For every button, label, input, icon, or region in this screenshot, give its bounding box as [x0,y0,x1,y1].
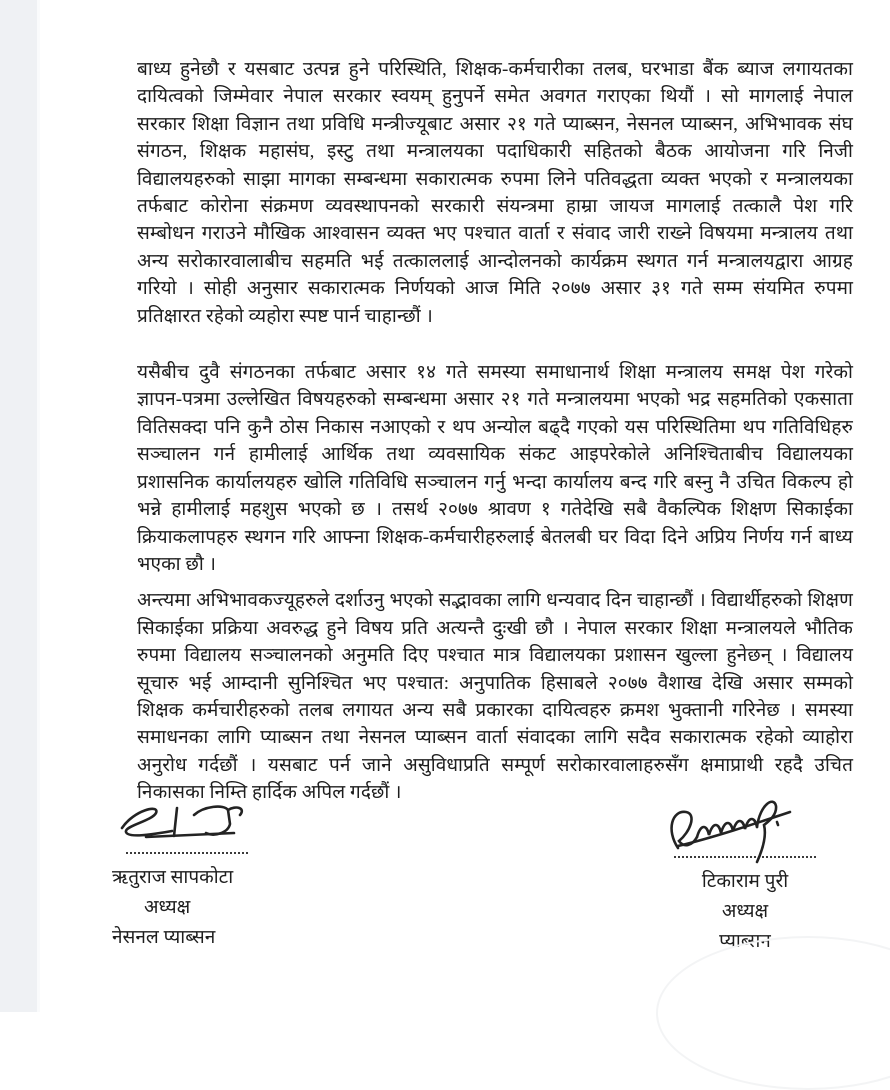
text-line: गरियो । सोही अनुसार सकारात्मक निर्णयको आज मिति २०७७ असार ३१ गते सम्म संयमित रुपमा [137,278,853,300]
text-line: सम्बोधन गराउने मौखिक आश्वासन व्यक्त भए पश्चात वार्ता र संवाद जारी राख्ने विषयमा मन्त्रालय तथा [137,223,853,245]
text-line: निकासका निम्ति हार्दिक अपिल गर्दछौं । [137,782,402,804]
text-line: सिकाईका प्रक्रिया अवरुद्ध हुने विषय प्रति अत्यन्तै दुःखी छौ । नेपाल सरकार शिक्षा मन्त्रालयले भौतिक [137,617,853,639]
text-line: भएका छौ । [137,553,217,575]
handwritten-signature-left [112,800,327,852]
text-line: शिक्षक कर्मचारीहरुको तलब लगायत अन्य सबै प्रकारका दायित्वहरु क्रमश भुक्तानी गरिनेछ । समस्या [137,699,853,721]
text-line: भन्ने हामीलाई महशुस भएको छ । तसर्थ २०७७ श्रावण १ गतेदेखि सबै वैकल्पिक शिक्षण सिकाईका [137,499,853,521]
text-line: रुपमा विद्यालय सञ्चालनको अनुमति दिए पश्चात मात्र विद्यालयका प्रशासन खुल्ला हुनेछन् । विद्यालय [137,645,853,667]
letter-body [137,56,853,807]
text-line: प्रतिक्षारत रहेको व्यहोरा स्पष्ट पार्न चाहान्छौं । [137,305,433,327]
signatory-name: टिकाराम पुरी [701,871,789,892]
handwritten-signature-right [650,800,840,856]
text-line: सञ्चालन गर्न हामीलाई आर्थिक तथा व्यवसायिक संकट आइपरेकोले अनिश्चिताबीच विद्यालयका [137,444,853,466]
signature-scribble-icon [664,796,814,866]
signatory-title: अध्यक्ष [144,897,191,918]
text-line: अन्त्यमा अभिभावकज्यूहरुले दर्शाउनु भएको सद्भावका लागि धन्यवाद दिन चाहान्छौं । विद्यार्थीहरुको शिक्षण [137,590,853,612]
text-line: समाधनका लागि प्याब्सन तथा नेसनल प्याब्सन वार्ता संवादका लागि सदैव सकारात्मक रहेको व्याहोरा [137,727,853,749]
signature-block-left [112,800,327,953]
text-line: वितिसक्दा पनि कुनै ठोस निकास नआएको र थप अन्योल बढ्दै गएको यस परिस्थितिमा थप गतिविधिहरु [137,416,853,438]
paragraph-2 [137,359,853,578]
text-line: सरकार शिक्षा विज्ञान तथा प्रविधि मन्त्रीज्यूबाट असार २१ गते प्याब्सन, नेसनल प्याब्सन, अभिभावक संघ [137,113,853,135]
signatory-name: ऋतुराज सापकोटा [112,867,234,888]
signatory-organization: नेसनल प्याब्सन [112,927,216,948]
signature-scribble-icon [116,802,266,854]
signatory-title: अध्यक्ष [721,901,769,922]
signature-block-right [650,800,840,957]
text-line: तर्फबाट कोरोना संक्रमण व्यवस्थापनको सरकारी संयन्त्रमा हाम्रा जायज मागलाई तत्कालै पेश गरि [137,196,853,218]
scan-artifact-arc [656,936,890,1090]
paragraph-3 [137,587,853,806]
text-line: अन्य सरोकारवालाबीच सहमति भई तत्काललाई आन्दोलनको कार्यक्रम स्थगत गर्न मन्त्रालयद्वारा आग्रह [137,250,853,272]
text-line: संगठन, शिक्षक महासंघ, इस्टु तथा मन्त्रालयका पदाधिकारी सहितको बैठक आयोजना गरि निजी [137,141,853,163]
text-line: यसैबीच दुवै संगठनका तर्फबाट असार १४ गते समस्या समाधानार्थ शिक्षा मन्त्रालय समक्ष पेश गरेको [137,362,853,384]
text-line: क्रियाकलापहरु स्थगन गरि आफ्ना शिक्षक-कर्मचारीहरुलाई बेतलबी घर विदा दिने अप्रिय निर्णय गर्न बाध्य [137,526,853,548]
text-line: अनुरोध गर्दछौं । यसबाट पर्न जाने असुविधाप्रति सम्पूर्ण सरोकारवालाहरुसँग क्षमाप्राथी रहदै उचित [137,754,853,776]
text-line: ज्ञापन-पत्रमा उल्लेखित विषयहरुको सम्बन्धमा असार २१ गते मन्त्रालयमा भएको भद्र सहमतिको एकसाता [137,389,853,411]
signatory-organization: प्याब्सन [719,931,771,952]
paragraph-1 [137,56,853,330]
text-line: दायित्वको जिम्मेवार नेपाल सरकार स्वयम् हुनुपर्ने समेत अवगत गराएका थियौं । सो मागलाई नेपाल [137,86,853,108]
scan-edge-strip [0,0,40,1012]
signature-row [112,800,840,957]
text-line: बाध्य हुनेछौ र यसबाट उत्पन्न हुने परिस्थिति, शिक्षक-कर्मचारीका तलब, घरभाडा बैंक ब्याज लगायतका [137,59,853,80]
text-line: प्रशासनिक कार्यालयहरु खोलि गतिविधि सञ्चालन गर्नु भन्दा कार्यालय बन्द गरि बस्नु नै उचित विकल्प हो [137,471,853,493]
text-line: सूचारु भई आम्दानी सुनिश्चित भए पश्चात: अनुपातिक हिसाबले २०७७ वैशाख देखि असार सम्मको [137,672,853,694]
text-line: विद्यालयहरुको साझा मागका सम्बन्धमा सकारात्मक रुपमा लिने पतिवद्धता व्यक्त भएको र मन्त्रालयका [137,168,853,190]
